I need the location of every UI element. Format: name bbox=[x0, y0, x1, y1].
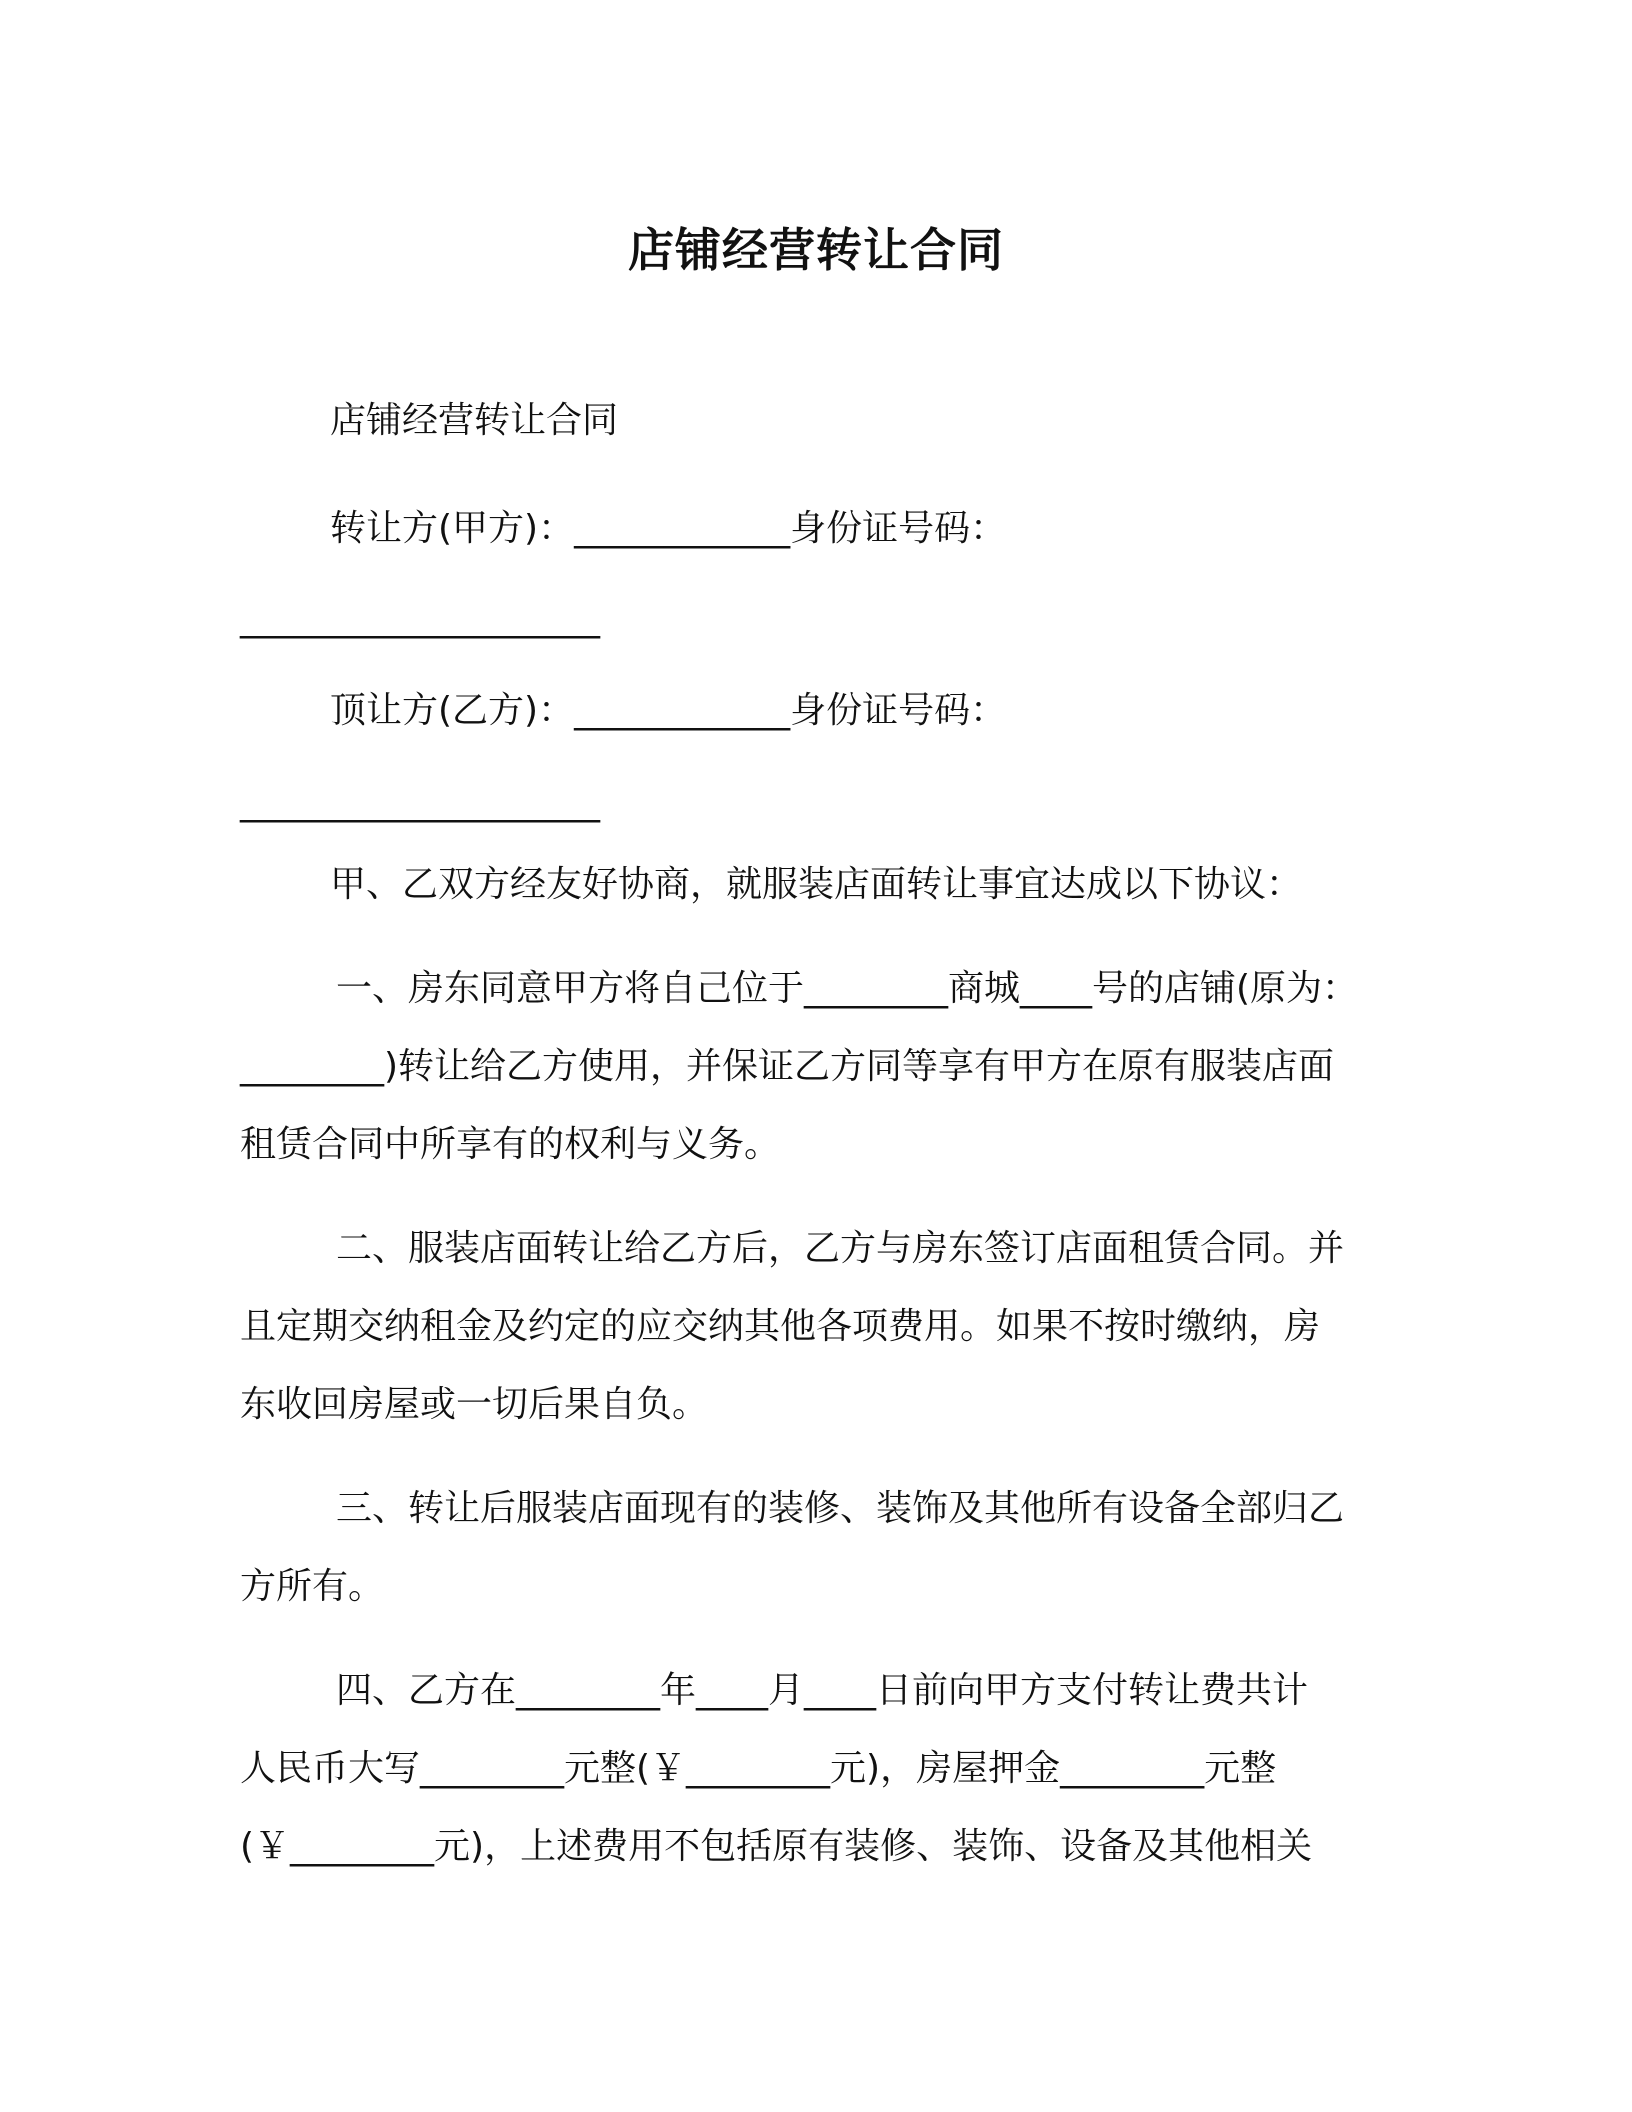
clause-2-line-1: 二、服装店面转让给乙方后，乙方与房东签订店面租赁合同。并 bbox=[336, 1228, 1345, 1269]
clause-1-line-2: ________)转让给乙方使用，并保证乙方同等享有甲方在原有服装店面 bbox=[240, 1046, 1335, 1087]
clause-1-line-3: 租赁合同中所享有的权利与义务。 bbox=[240, 1124, 781, 1165]
party-a-line: 转让方(甲方)：____________身份证号码： bbox=[330, 508, 1007, 549]
clause-4-line-1: 四、乙方在________年____月____日前向甲方支付转让费共计 bbox=[336, 1670, 1309, 1711]
clause-4-line-2: 人民币大写________元整(￥________元)，房屋押金________元整 bbox=[240, 1748, 1277, 1789]
document-subtitle: 店铺经营转让合同 bbox=[330, 400, 619, 441]
clause-4 bbox=[240, 1652, 1400, 1886]
clause-2 bbox=[240, 1210, 1400, 1444]
clause-3 bbox=[240, 1470, 1400, 1626]
party-b-id-blank: ____________________ bbox=[240, 782, 600, 823]
clause-3-line-1: 三、转让后服装店面现有的装修、装饰及其他所有设备全部归乙 bbox=[336, 1488, 1345, 1529]
clause-1-line-1: 一、房东同意甲方将自己位于________商城____号的店铺(原为： bbox=[336, 968, 1359, 1009]
party-b-line: 顶让方(乙方)：____________身份证号码： bbox=[330, 690, 1007, 731]
agreement-intro: 甲、乙双方经友好协商，就服装店面转让事宜达成以下协议： bbox=[330, 864, 1303, 905]
clause-4-line-3: (￥________元)，上述费用不包括原有装修、装饰、设备及其他相关 bbox=[240, 1826, 1313, 1867]
clause-3-line-2: 方所有。 bbox=[240, 1566, 385, 1607]
clause-2-line-2: 且定期交纳租金及约定的应交纳其他各项费用。如果不按时缴纳，房 bbox=[240, 1306, 1321, 1347]
document-title: 店铺经营转让合同 bbox=[628, 223, 1004, 277]
party-a-id-blank: ____________________ bbox=[240, 598, 600, 639]
clause-2-line-3: 东收回房屋或一切后果自负。 bbox=[240, 1384, 709, 1425]
clause-1 bbox=[240, 950, 1400, 1184]
